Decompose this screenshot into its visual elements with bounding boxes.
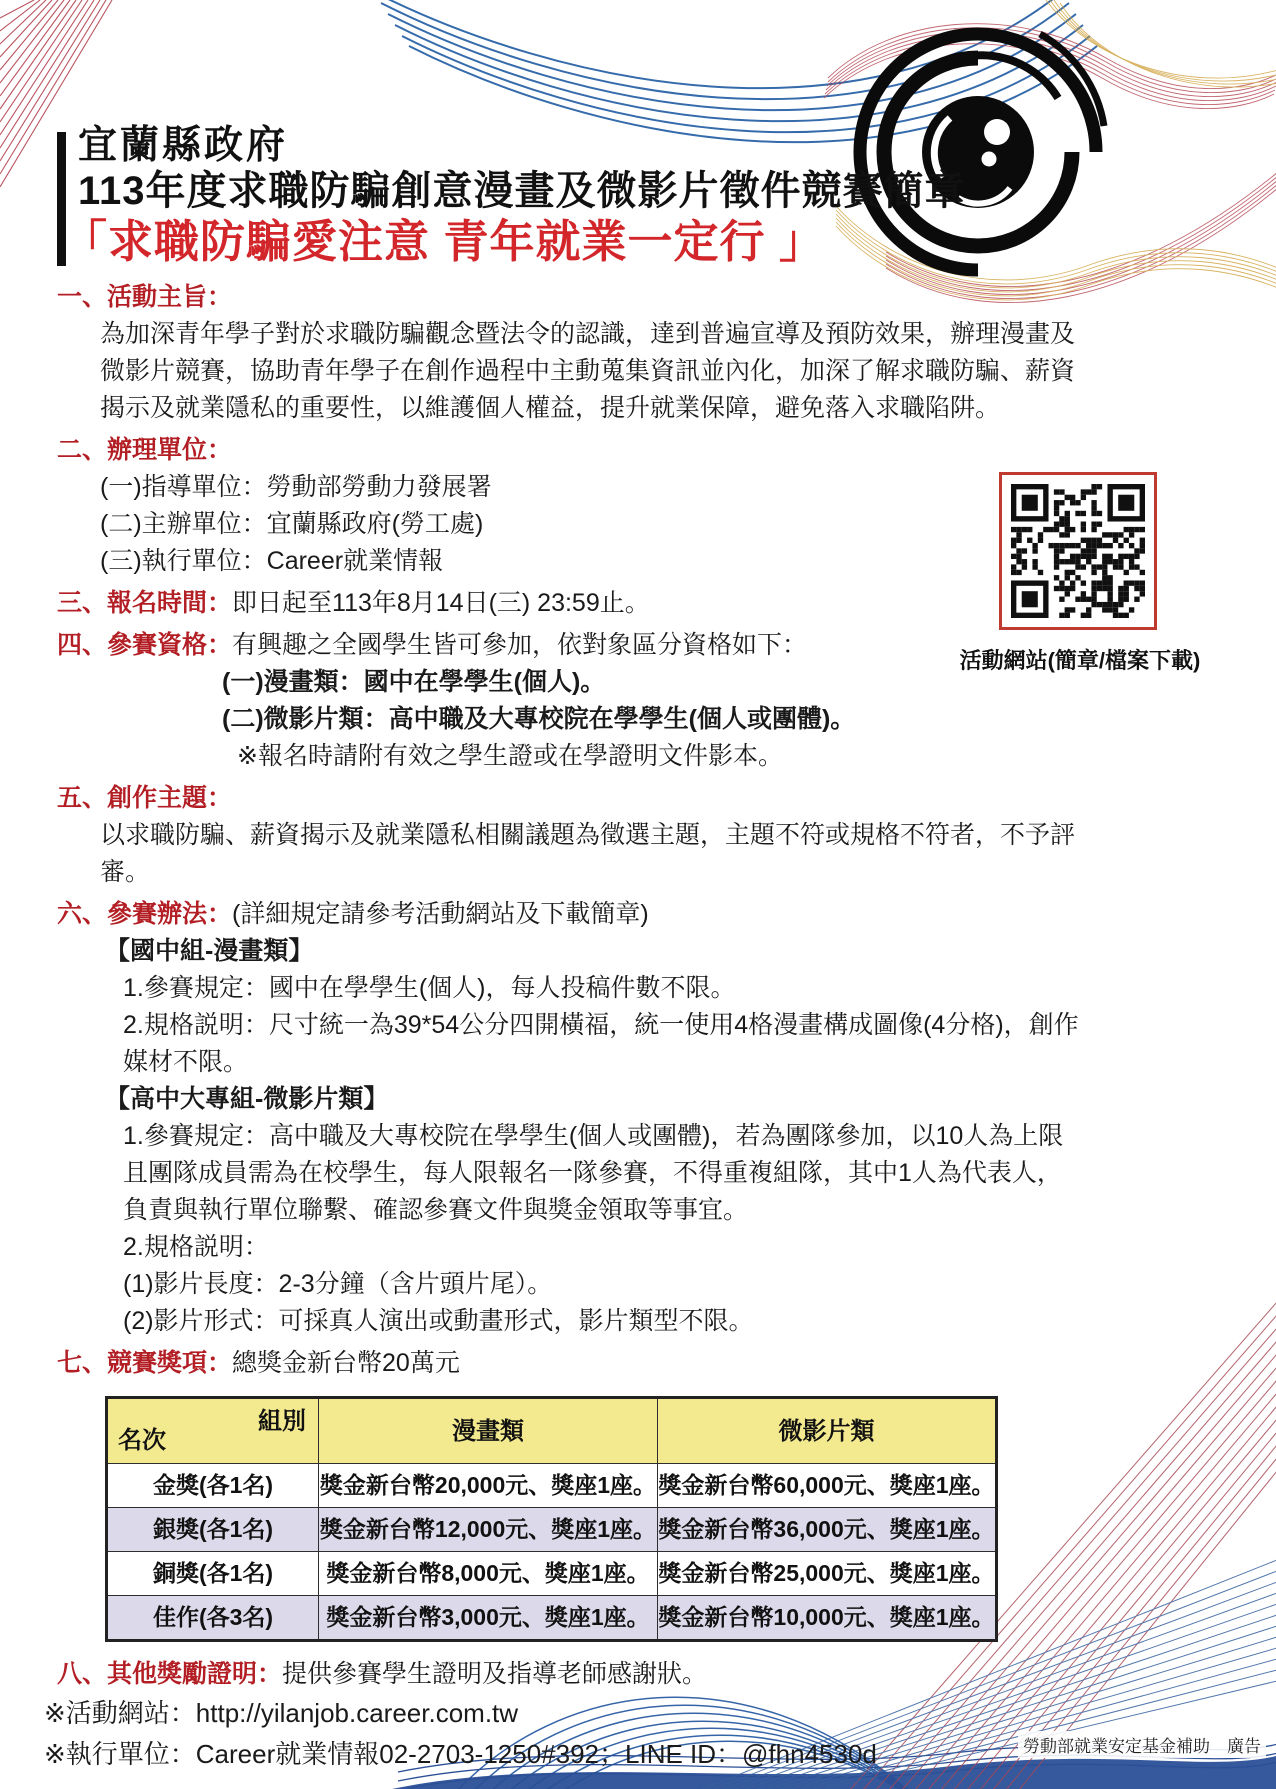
section-organizers-heading: 二、辦理單位：: [57, 436, 233, 464]
section-theme-text: 以求職防騙、薪資揭示及就業隱私相關議題為徵選主題，主題不符或規格不符者，不予評審。: [100, 821, 1076, 886]
table-row-silver: [107, 1508, 997, 1552]
qr-caption: 活動網站(簡章/檔案下載): [959, 648, 1201, 673]
section-prizes: [57, 1345, 1079, 1382]
organizer-executor: (三)執行單位：Career就業情報: [100, 547, 444, 575]
video-prize-cell: 獎金新台幣36,000元、獎座1座。: [658, 1508, 997, 1552]
video-prize-cell: 獎金新台幣25,000元、獎座1座。: [658, 1552, 997, 1596]
agency-name: 宜蘭縣政府: [78, 124, 289, 167]
section-deadline-text: 即日起至113年8月14日(三) 23:59止。: [232, 589, 650, 617]
section-rules-text: (詳細規定請參考活動網站及下載簡章): [232, 900, 649, 928]
comic-prize-cell: 獎金新台幣20,000元、獎座1座。: [319, 1464, 658, 1508]
rank-cell: 金獎(各1名): [107, 1464, 319, 1508]
section-prizes-heading: 七、競賽獎項：: [57, 1349, 233, 1377]
senior-video-rule-2: 2.規格説明：: [123, 1233, 269, 1261]
senior-video-rule-2-1: (1)影片長度：2-3分鐘（含片頭片尾）。: [123, 1270, 553, 1298]
section-rules: [57, 896, 1079, 1340]
eligibility-video: (二)微影片類：高中職及大專校院在學學生(個人或團體)。: [222, 705, 856, 733]
poster-title: 113年度求職防騙創意漫畫及微影片徵件競賽簡章: [78, 169, 966, 213]
rank-cell: 銅獎(各1名): [107, 1552, 319, 1596]
comic-prize-cell: 獎金新台幣12,000元、獎座1座。: [319, 1508, 658, 1552]
section-eligibility-heading: 四、參賽資格：: [57, 631, 233, 659]
section-deadline-heading: 三、報名時間：: [57, 589, 233, 617]
section-other-awards-text: 提供參賽學生證明及指導老師感謝狀。: [282, 1660, 708, 1688]
col-header-video: 微影片類: [658, 1398, 997, 1464]
prize-table-header-row: [107, 1398, 997, 1464]
table-row-bronze: [107, 1552, 997, 1596]
section-theme-heading: 五、創作主題：: [57, 784, 233, 812]
section-other-awards-heading: 八、其他獎勵證明：: [57, 1660, 283, 1688]
section-eligibility-text: 有興趣之全國學生皆可參加，依對象區分資格如下：: [232, 631, 808, 659]
section-prizes-text: 總獎金新台幣20萬元: [232, 1349, 460, 1377]
rank-cell: 佳作(各3名): [107, 1596, 319, 1641]
footer-credit: 勞動部就業安定基金補助 廣告: [1018, 1731, 1266, 1758]
body-content: [44, 274, 1079, 1775]
comic-prize-cell: 獎金新台幣3,000元、獎座1座。: [319, 1596, 658, 1641]
organizer-guidance: (一)指導單位：勞動部勞動力發展署: [100, 473, 492, 501]
section-organizers: [57, 432, 1079, 580]
section-purpose-text: 為加深青年學子對於求職防騙觀念暨法令的認識，達到普遍宣導及預防效果，辦理漫畫及微影片競賽，協助青年學子在創作過程中主動蒐集資訊並內化，加深了解求職防騙、薪資揭示及就業隱私的重要性，以維護個人權益，提升就業保障，避免落入求職陷阱。: [100, 320, 1076, 422]
eligibility-note: ※報名時請附有效之學生證或在學證明文件影本。: [237, 742, 783, 770]
corner-cell: [107, 1398, 319, 1464]
note-website: ※活動網站：http://yilanjob.career.com.tw: [44, 1698, 519, 1728]
video-prize-cell: 獎金新台幣60,000元、獎座1座。: [658, 1464, 997, 1508]
corner-label-rank: 名次: [118, 1427, 166, 1454]
qr-code: [1011, 484, 1145, 618]
section-theme: [57, 780, 1079, 891]
group-senior-video-title: 【高中大專組-微影片類】: [105, 1085, 389, 1113]
table-row-gold: [107, 1464, 997, 1508]
note-executor-contact: ※執行單位：Career就業情報02-2703-1250#392；LINE ID：@fhn4530d: [44, 1739, 877, 1769]
organizer-host: (二)主辦單位：宜蘭縣政府(勞工處): [100, 510, 484, 538]
senior-video-rule-2-2: (2)影片形式：可採真人演出或動畫形式，影片類型不限。: [123, 1307, 754, 1335]
junior-comic-rule-2: 2.規格説明：尺寸統一為39*54公分四開橫福，統一使用4格漫畫構成圖像(4分格)，創作媒材不限。: [123, 1011, 1079, 1076]
table-row-honorable: [107, 1596, 997, 1641]
section-eligibility: [57, 627, 1079, 775]
group-junior-comic-title: 【國中組-漫畫類】: [105, 937, 314, 965]
comic-prize-cell: 獎金新台幣8,000元、獎座1座。: [319, 1552, 658, 1596]
poster-slogan: 「求職防騙愛注意 青年就業一定行 」: [62, 216, 826, 267]
senior-video-rule-1: 1.參賽規定：高中職及大專校院在學學生(個人或團體)，若為團隊參加，以10人為上限且團隊成員需為在校學生，每人限報名一隊參賽，不得重複組隊，其中1人為代表人，負責與執行單位聯繫、確認參賽文件與獎金領取等事宜。: [123, 1122, 1064, 1224]
section-purpose-heading: 一、活動主旨：: [57, 283, 233, 311]
section-deadline: [57, 585, 1079, 622]
col-header-comic: 漫畫類: [319, 1398, 658, 1464]
rank-cell: 銀獎(各1名): [107, 1508, 319, 1552]
section-other-awards: [57, 1656, 1079, 1693]
section-rules-heading: 六、參賽辦法：: [57, 900, 233, 928]
section-purpose: [57, 279, 1079, 427]
video-prize-cell: 獎金新台幣10,000元、獎座1座。: [658, 1596, 997, 1641]
prize-table: [105, 1396, 998, 1642]
junior-comic-rule-1: 1.參賽規定：國中在學學生(個人)，每人投稿件數不限。: [123, 974, 736, 1002]
qr-code-box: [999, 472, 1157, 630]
corner-label-group: 組別: [258, 1408, 306, 1435]
eligibility-comic: (一)漫畫類：國中在學學生(個人)。: [222, 668, 606, 696]
camera-eye-wave-bundles: [824, 0, 1276, 303]
